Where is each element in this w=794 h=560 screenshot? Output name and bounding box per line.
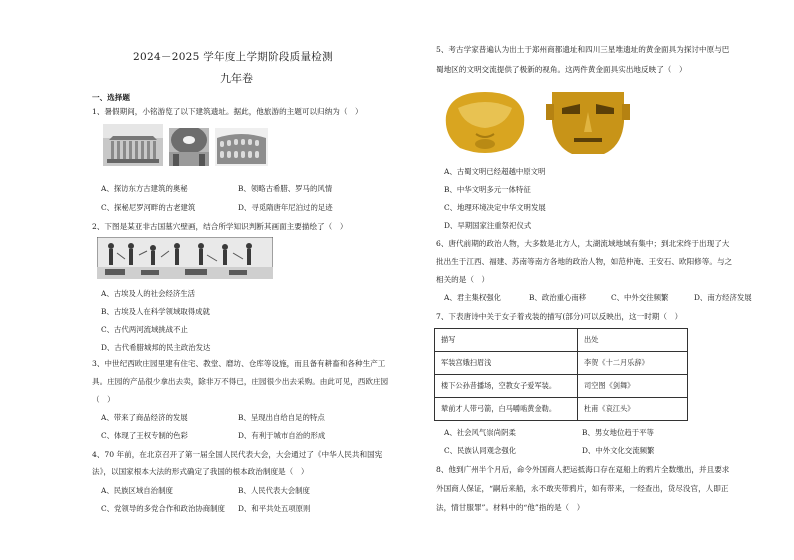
question-6-stem-line-1: 6、唐代前期的政治人物，大多数是北方人，太湖流域地域有集中；到北宋终于出现了大 [436, 239, 730, 248]
q4-option-c: C、党领导的多党合作和政治协商制度 [101, 504, 225, 513]
question-3-stem-line-3: （ ） [92, 395, 115, 404]
gold-mask-zhengzhou-image [440, 86, 530, 158]
parthenon-photo [103, 124, 163, 166]
question-6-stem-line-2: 批出生于江西、福建、苏南等南方各地的政治人物，如范仲淹、王安石、欧阳修等。与之 [436, 257, 733, 266]
q3-option-d: D、有利于城市自治的形成 [238, 431, 326, 440]
question-4-stem-line-1: 4、70 年前，在北京召开了第一届全国人民代表大会，大会通过了《中华人民共和国宪 [92, 450, 383, 459]
q5-option-d: D、早期国家注重祭祀仪式 [444, 221, 532, 230]
question-3-stem-line-1: 3、中世纪西欧庄园里建有住宅、教堂、磨坊、仓库等设施，而且备有耕畜和各种生产工 [92, 359, 386, 368]
colosseum-photo [215, 128, 268, 166]
table-cell: 杜甫《哀江头》 [578, 398, 688, 421]
q3-option-c: C、体现了王权专制的色彩 [101, 431, 188, 440]
table-header-row [435, 329, 688, 352]
q3-option-b: B、呈现出自给自足的特点 [238, 413, 325, 422]
table-header-cell: 描写 [435, 329, 578, 352]
q6-option-a: A、君主集权强化 [444, 293, 502, 302]
q5-option-a: A、古蜀文明已经超越中原文明 [444, 167, 546, 176]
q2-option-d: D、古代希腊城邦的民主政治发达 [101, 343, 211, 352]
table-row [435, 352, 688, 375]
q1-option-a: A、探访东方古建筑的奥秘 [101, 184, 188, 193]
question-5-stem-line-2: 蜀地区的文明交流提供了极新的视角。这两件黄金面具实出地反映了（ ） [436, 65, 687, 74]
question-2-stem: 2、下图是某亚非古国墓穴壁画，结合所学知识判断其画面主要描绘了（ ） [92, 222, 348, 231]
table-cell: 辇前才人带弓箭，白马嚼啮黄金勒。 [435, 398, 578, 421]
q5-option-c: C、地理环境决定中华文明发展 [444, 203, 546, 212]
q4-option-b: B、人民代表大会制度 [238, 486, 310, 495]
gold-mask-sanxingdui-image [544, 82, 632, 158]
q4-option-a: A、民族区域自治制度 [101, 486, 173, 495]
page-subtitle: 九年卷 [220, 72, 253, 85]
q1-option-d: D、寻觅隋唐年尼泊过的足迹 [238, 203, 333, 212]
question-8-stem-line-2: 外国商人保证，“嗣后来船，永不敢夹带鸦片，如有带来，一经查出，货尽没官，人即正 [436, 484, 729, 493]
question-8-stem-line-3: 法，情甘服罪”。材料中的“他”指的是（ ） [436, 503, 585, 512]
q1-option-b: B、领略古希腊、罗马的风情 [238, 184, 333, 193]
q7-option-b: B、男女地位趋于平等 [582, 428, 654, 437]
question-1-stem: 1、暑假期间，小铭游览了以下建筑遗址。据此，他旅游的主题可以归纳为（ ） [92, 107, 363, 116]
poem-source-table [434, 328, 688, 421]
q2-option-b: B、古埃及人在科学领域取得成就 [101, 307, 210, 316]
q2-option-a: A、古埃及人的社会经济生活 [101, 289, 196, 298]
table-row [435, 375, 688, 398]
table-header-cell: 出处 [578, 329, 688, 352]
question-7-stem: 7、下表唐诗中关于女子着戎装的描写(部分)可以反映出，这一时期（ ） [436, 312, 683, 321]
q7-option-d: D、中外文化交流频繁 [582, 446, 655, 455]
table-cell: 楼下公孙昔播场，空教女子爱军装。 [435, 375, 578, 398]
q6-option-b: B、政治重心南移 [529, 293, 587, 302]
table-row [435, 398, 688, 421]
table-cell: 军装宫娥扫眉浅 [435, 352, 578, 375]
q6-option-c: C、中外交往频繁 [611, 293, 669, 302]
q6-option-d: D、南方经济发展 [694, 293, 752, 302]
tomb-mural-image [97, 237, 273, 279]
table-cell: 李贺《十二月乐辞》 [578, 352, 688, 375]
pantheon-photo [169, 128, 209, 166]
question-5-stem-line-1: 5、考古学家普遍认为出土于郑州商都遗址和四川三星堆遗址的黄金面具为探讨中原与巴 [436, 45, 730, 54]
q2-option-c: C、古代两河流域挑战不止 [101, 325, 188, 334]
q7-option-c: C、民族认同观念强化 [444, 446, 517, 455]
question-4-stem-line-2: 法》，以国家根本大法的形式确定了我国的根本政治制度是（ ） [92, 467, 309, 476]
question-6-stem-line-3: 相关的是（ ） [436, 275, 490, 284]
q7-option-a: A、社会风气崇尚阴柔 [444, 428, 516, 437]
q4-option-d: D、和平共处五项原则 [238, 504, 311, 513]
q3-option-a: A、带来了商品经济的发展 [101, 413, 188, 422]
table-cell: 司空图《剑舞》 [578, 375, 688, 398]
q5-option-b: B、中华文明多元一体特征 [444, 185, 531, 194]
q1-option-c: C、探秘尼罗河畔的古老建筑 [101, 203, 196, 212]
page-title: 2024－2025 学年度上学期阶段质量检测 [133, 51, 333, 63]
question-3-stem-line-2: 具。庄园的产品很少拿出去卖，除非万不得已，庄园很少出去采购。由此可见，西欧庄园 [92, 377, 389, 386]
question-8-stem-line-1: 8、他到广州半个月后，命令外国商人把运抵海口存在趸船上的鸦片全数缴出，并且要求 [436, 465, 730, 474]
section-label: 一、选择题 [92, 93, 130, 102]
